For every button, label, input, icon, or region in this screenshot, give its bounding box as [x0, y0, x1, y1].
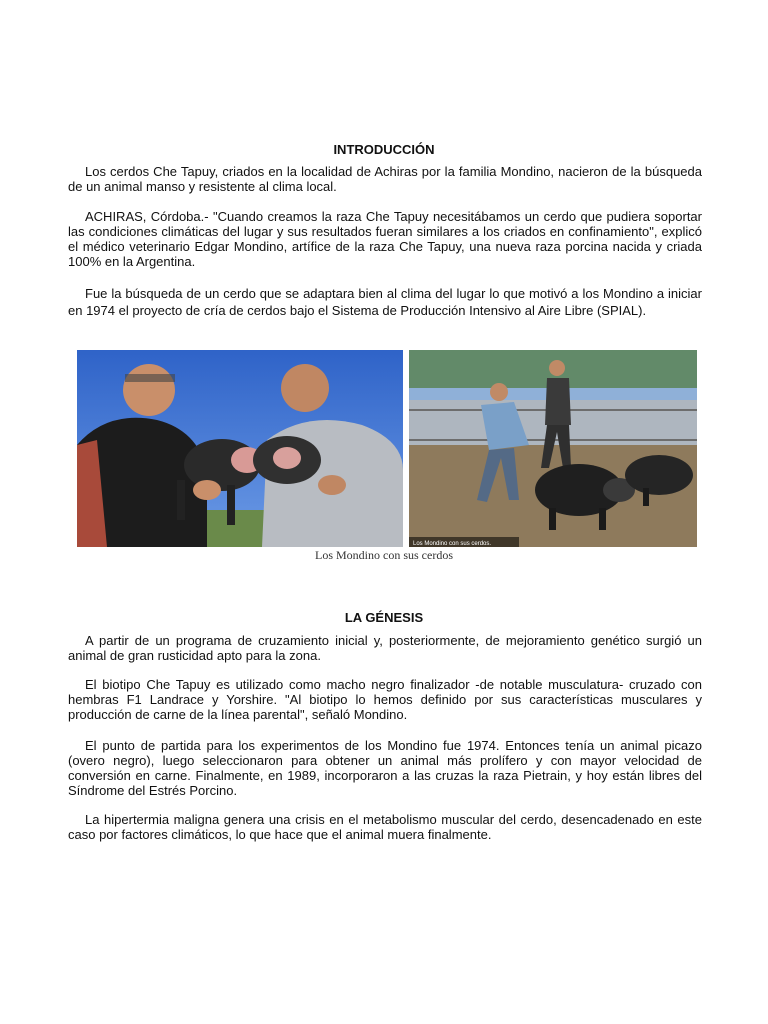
genesis-paragraph-1: A partir de un programa de cruzamiento inicial y, posteriormente, de mejoramiento genético surgió un animal de gran rusticidad apto para la zona.: [68, 633, 702, 663]
photo-pigs-in-pen-illustration: [409, 350, 697, 547]
photo-men-holding-piglets-illustration: [77, 350, 403, 547]
intro-heading: INTRODUCCIÓN: [333, 142, 435, 157]
genesis-paragraph-3: El punto de partida para los experimentos de los Mondino fue 1974. Entonces tenía un animal picazo (overo negro), luego seleccionaron para obtener un animal más prolífero y con mayor velocidad de conversión en carne. Finalmente, en 1989, incorporaron a las cruzas la raza Pietrain, y hoy están libres del Síndrome del Estrés Porcino.: [68, 738, 702, 798]
genesis-paragraph-4: La hipertermia maligna genera una crisis en el metabolismo muscular del cerdo, desencadenado en este caso por factores climáticos, lo que hace que el animal muera finalmente.: [68, 812, 702, 842]
intro-paragraph-1: Los cerdos Che Tapuy, criados en la localidad de Achiras por la familia Mondino, nacieron de la búsqueda de un animal manso y resistente al clima local.: [68, 164, 702, 194]
genesis-paragraph-2: El biotipo Che Tapuy es utilizado como macho negro finalizador -de notable musculatura- cruzado con hembras F1 Landrace y Yorshire. "Al biotipo lo hemos definido por sus características musculares y producción de carne de la línea parental", señaló Mondino.: [68, 677, 702, 722]
photo-caption: Los Mondino con sus cerdos: [315, 548, 453, 562]
photo-inset-caption: Los Mondino con sus cerdos.: [413, 541, 492, 547]
photo-pigs-in-pen: [409, 350, 697, 547]
genesis-heading: LA GÉNESIS: [344, 610, 424, 625]
intro-paragraph-3: Fue la búsqueda de un cerdo que se adaptara bien al clima del lugar lo que motivó a los Mondino a iniciar en 1974 el proyecto de cría de cerdos bajo el Sistema de Producción Intensivo al Aire Libre (SPIAL).: [68, 286, 702, 318]
intro-paragraph-2: ACHIRAS, Córdoba.- "Cuando creamos la raza Che Tapuy necesitábamos un cerdo que pudiera soportar las condiciones climáticas del lugar y sus resultados fueran similares a los criados en confinamiento", explicó el médico veterinario Edgar Mondino, artífice de la raza Che Tapuy, una nueva raza porcina nacida y criada 100% en la Argentina.: [68, 209, 702, 269]
photo-men-holding-piglets: [77, 350, 403, 547]
